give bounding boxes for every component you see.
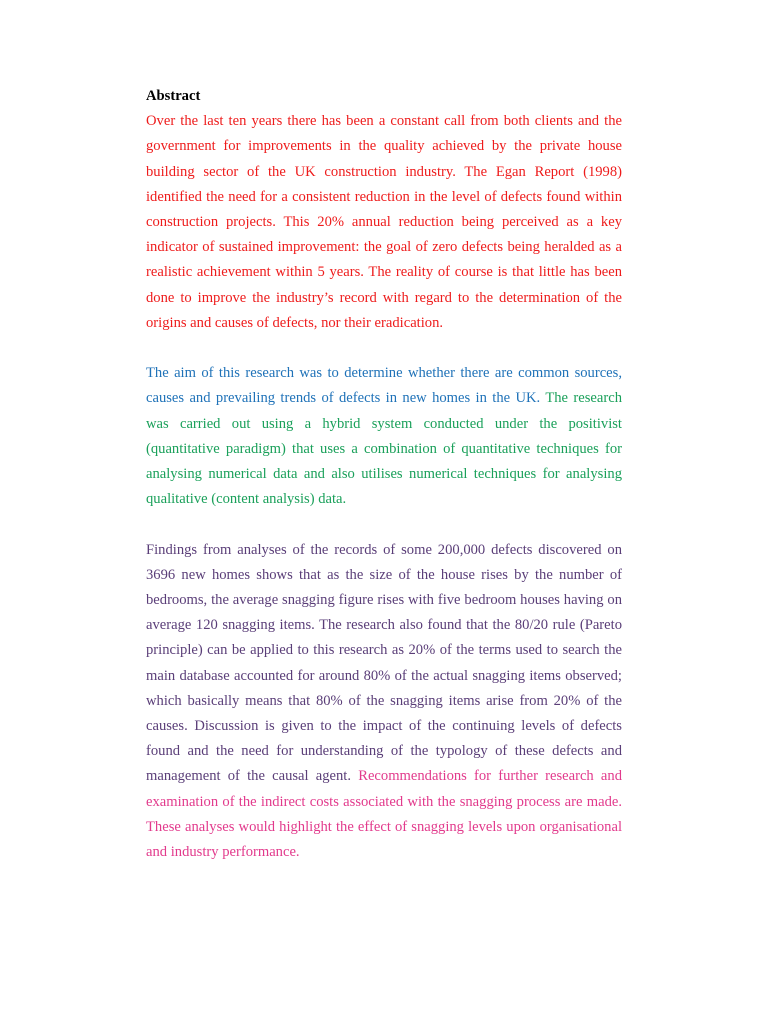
abstract-paragraph-1: Over the last ten years there has been a constant call from both clients and the government for improvements in the quality achieved by the private house building sector of the UK construction industry. The Egan Report (1998) identified the need for a consistent reduction in the level of defects found within construction projects. This 20% annual reduction being perceived as a key indicator of sustained improvement: the goal of zero defects being heralded as a realistic achievement within 5 years. The reality of course is that little has been done to improve the industry’s record with regard to the determination of the origins and causes of defects, nor their eradication. [146, 113, 622, 331]
method-sentence: The research was carried out using a hybrid system conducted under the positivist (quantitative paradigm) that uses a combination of quantitative techniques for analysing numerical data and also utilises numerical techniques for analysing qualitative (content analysis) data. [146, 390, 622, 508]
recommendations-text: Recommendations for further research and examination of the indirect costs associated with the snagging process are made. These analyses would highlight the effect of snagging levels upon organisational and industry performance. [146, 768, 622, 861]
aim-sentence: The aim of this research was to determine whether there are common sources, causes and prevailing trends of defects in new homes in the UK. [146, 365, 622, 407]
document-page [146, 84, 622, 890]
abstract-paragraph-2 [146, 361, 622, 512]
findings-text: Findings from analyses of the records of some 200,000 defects discovered on 3696 new homes shows that as the size of the house rises by the number of bedrooms, the average snagging figure rises with five bedroom houses having on average 120 snagging items. The research also found that the 80/20 rule (Pareto principle) can be applied to this research as 20% of the terms used to search the main database accounted for around 80% of the actual snagging items observed; which basically means that 80% of the snagging items arise from 20% of the causes. Discussion is given to the impact of the continuing levels of defects found and the need for understanding of the typology of these defects and management of the causal agent. [146, 541, 622, 785]
abstract-paragraph-3 [146, 538, 622, 866]
abstract-heading: Abstract [146, 88, 201, 104]
